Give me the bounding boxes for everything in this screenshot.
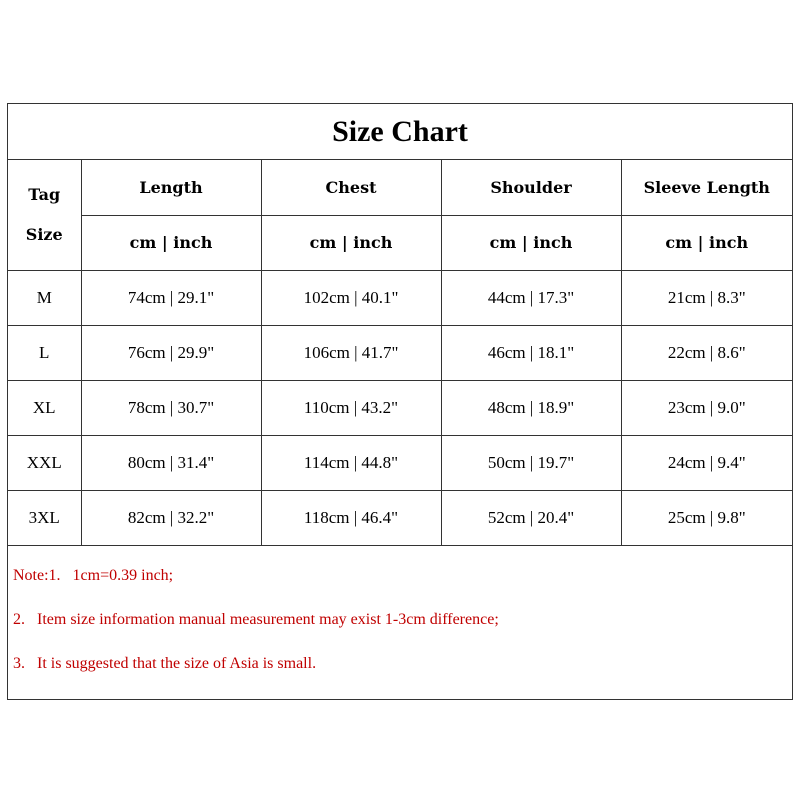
length-cell: 80cm | 31.4" <box>81 435 261 490</box>
size-label: Size <box>25 224 63 244</box>
chest-cell: 114cm | 44.8" <box>261 435 441 490</box>
table-row <box>8 380 792 435</box>
length-cell: 76cm | 29.9" <box>81 325 261 380</box>
tag-size-header <box>8 160 81 270</box>
tag-label: Tag <box>28 184 61 204</box>
chart-title: Size Chart <box>8 104 792 160</box>
sleeve-length-cell: 25cm | 9.8" <box>621 490 792 545</box>
unit-label: cm | inch <box>441 215 621 270</box>
shoulder-cell: 52cm | 20.4" <box>441 490 621 545</box>
length-cell: 74cm | 29.1" <box>81 270 261 325</box>
unit-label: cm | inch <box>81 215 261 270</box>
sleeve-length-cell: 22cm | 8.6" <box>621 325 792 380</box>
sleeve-length-cell: 21cm | 8.3" <box>621 270 792 325</box>
note-number: 2. <box>13 611 25 628</box>
size-cell: L <box>8 325 81 380</box>
column-header-shoulder: Shoulder <box>441 160 621 215</box>
note-1 <box>13 567 173 585</box>
table-row <box>8 270 792 325</box>
unit-row <box>8 215 792 270</box>
note-text: 1cm=0.39 inch; <box>72 567 174 584</box>
note-text: It is suggested that the size of Asia is small. <box>37 655 317 672</box>
size-cell: XL <box>8 380 81 435</box>
note-number: 3. <box>13 655 25 672</box>
sleeve-length-cell: 24cm | 9.4" <box>621 435 792 490</box>
column-header-chest: Chest <box>261 160 441 215</box>
chest-cell: 106cm | 41.7" <box>261 325 441 380</box>
shoulder-cell: 46cm | 18.1" <box>441 325 621 380</box>
note-2 <box>13 611 499 629</box>
size-cell: M <box>8 270 81 325</box>
shoulder-cell: 48cm | 18.9" <box>441 380 621 435</box>
note-number: Note:1. <box>13 567 61 584</box>
unit-label: cm | inch <box>261 215 441 270</box>
size-chart <box>7 103 793 700</box>
length-cell: 82cm | 32.2" <box>81 490 261 545</box>
unit-label: cm | inch <box>621 215 792 270</box>
note-3 <box>13 655 316 673</box>
chest-cell: 102cm | 40.1" <box>261 270 441 325</box>
chest-cell: 118cm | 46.4" <box>261 490 441 545</box>
column-header-sleeve-length: Sleeve Length <box>621 160 792 215</box>
size-table <box>8 160 792 546</box>
chest-cell: 110cm | 43.2" <box>261 380 441 435</box>
size-cell: 3XL <box>8 490 81 545</box>
length-cell: 78cm | 30.7" <box>81 380 261 435</box>
table-header-row <box>8 160 792 215</box>
size-cell: XXL <box>8 435 81 490</box>
table-row <box>8 325 792 380</box>
table-row <box>8 490 792 545</box>
shoulder-cell: 44cm | 17.3" <box>441 270 621 325</box>
table-row <box>8 435 792 490</box>
shoulder-cell: 50cm | 19.7" <box>441 435 621 490</box>
note-text: Item size information manual measurement may exist 1-3cm difference; <box>37 611 499 628</box>
sleeve-length-cell: 23cm | 9.0" <box>621 380 792 435</box>
column-header-length: Length <box>81 160 261 215</box>
